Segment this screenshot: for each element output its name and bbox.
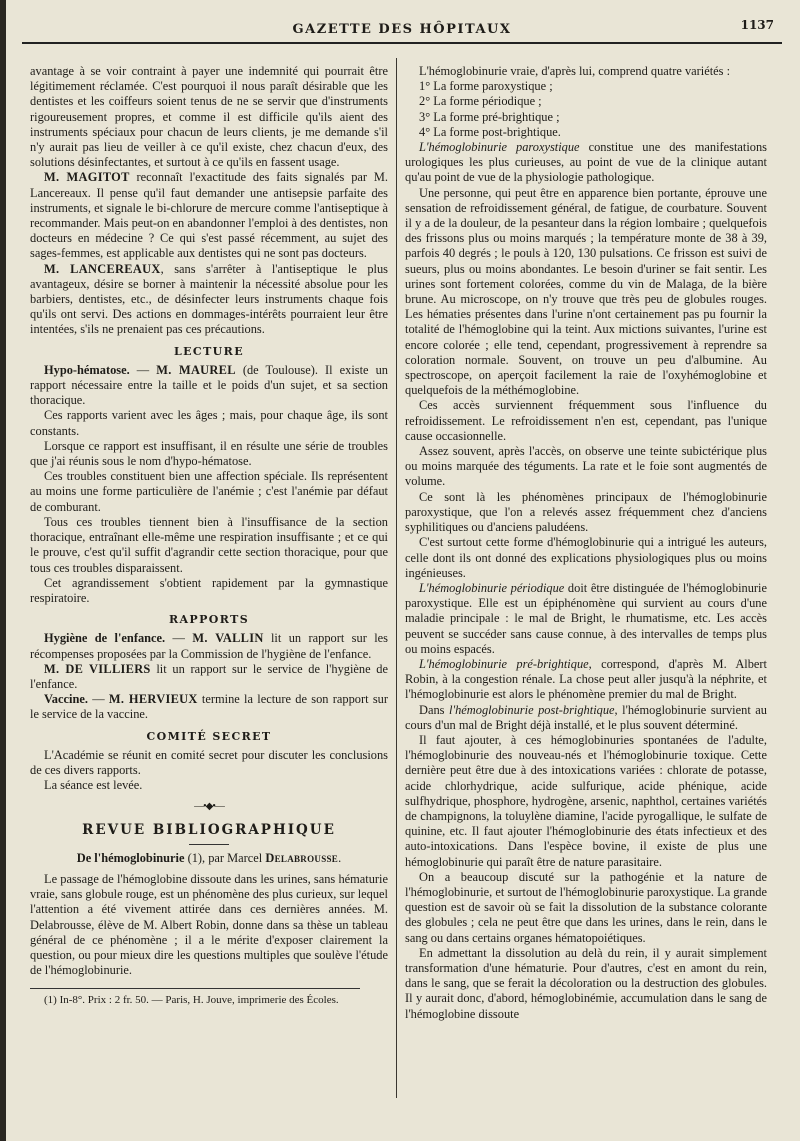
header-rule — [22, 42, 782, 44]
paragraph: L'hémoglobinurie vraie, d'après lui, comprend quatre variétés : — [419, 64, 731, 78]
speaker-name: M. DE VILLIERS — [44, 661, 151, 676]
paragraph: On a beaucoup discuté sur la pathogénie et la nature de l'hémoglobinurie, et surtout de l'hémoglobinurie paroxystique. La grande question est de savoir où se fait la dissolution de la substance colorante des globules ; cela ne peut être que dans les urines, dans le rein, dans le sang ou dans certains organes hématopoiétiques. — [405, 869, 767, 945]
variety-list — [405, 79, 767, 140]
section-heading-lecture: LECTURE — [174, 344, 244, 358]
list-item: 2° La forme périodique ; — [419, 94, 542, 109]
paragraph: L'hémoglobinurie périodique doit être distinguée de l'hémoglobinurie paroxystique. Elle est un épiphénomène qui survient au cours d'une maladie principale : le mal de Bright, le rhumatisme, etc. Les accès peuvent se succéder sans cause connue, à des intervalles de temps plus ou moins espacés. — [405, 580, 767, 656]
list-item: 3° La forme pré-brightique ; — [419, 109, 560, 124]
paragraph: M. MAGITOT reconnaît l'exactitude des faits signalés par M. Lancereaux. Il pense qu'il faut demander une antisepsie parfaite des instruments, et signale le bi-chlorure de mercure comme l'antiseptique à recommander. Mais peut-on en abandonner l'emploi à des dentistes, non docteurs en médecine ? Ce qui s'est passé récemment, au sujet des sages-femmes, est applicable aux dentistes qui ne sont pas docteurs. — [30, 170, 388, 261]
section-heading-revue: REVUE BIBLIOGRAPHIQUE — [82, 821, 336, 838]
ornament-divider: —•◆•— — [194, 801, 224, 813]
footnote: (1) In-8°. Prix : 2 fr. 50. — Paris, H. Jouve, imprimerie des Écoles. — [44, 994, 339, 1007]
paragraph: Hygiène de l'enfance. — M. VALLIN lit un rapport sur les récompenses proposées par la Commission de l'hygiène de l'enfance. — [30, 631, 388, 661]
book-title: De l'hémoglobinurie — [76, 850, 185, 865]
page-edge-shadow — [0, 0, 6, 1141]
topic-title: Hygiène de l'enfance. — [44, 631, 166, 646]
left-column — [30, 64, 388, 1133]
topic-title: Vaccine. — [44, 692, 88, 707]
paragraph: Ces troubles constituent bien une affection spéciale. Ils représentent au moins une forme particulière de l'anémie ; c'est l'anémie par défaut de comburant. — [30, 469, 388, 514]
paragraph: Lorsque ce rapport est insuffisant, il en résulte une série de troubles que j'ai réunis sous le nom d'hypo-hématose. — [30, 438, 388, 469]
italic-term: L'hémoglobinurie paroxystique — [419, 140, 580, 155]
list-item: 1° La forme paroxystique ; — [419, 79, 553, 94]
paragraph: avantage à se voir contraint à payer une indemnité qui pourrait être légitimement réclamée. C'est pourquoi il nous paraît désirable que les dentistes et les coiffeurs soient tenus de ne se servir que d'instruments rigoureusement propres, et comme il est difficile qu'ils aient des instruments spéciaux pour chacun de leurs clients, je me demande s'il n'y aurait pas lieu de veiller à ce qu'il existe, chez chacun d'eux, des solutions désinfectantes, et surtout à ce qu'ils en fassent usage. — [30, 64, 388, 170]
journal-title: GAZETTE DES HÔPITAUX — [292, 22, 512, 37]
section-heading-rapports: RAPPORTS — [168, 613, 250, 627]
speaker-name: M. MAGITOT — [44, 170, 130, 185]
page-header — [22, 16, 782, 44]
paragraph: Ces rapports varient avec les âges ; mais, pour chaque âge, ils sont constants. — [30, 408, 388, 438]
section-heading-comite: COMITÉ SECRET — [146, 729, 272, 743]
column-divider — [396, 58, 397, 1098]
paragraph: Il faut ajouter, à ces hémoglobinuries spontanées de l'adulte, l'hémoglobinurie des nouveau-nés et l'hémoglobinurie toxique. Cette dernière peut être due à des intoxications variées : chlorate de potasse, acide chlorhydrique, acide sulfurique, acide phénique, acide sulfhydrique, phosphore, hydrogène, arsenic, naphthol, certaines variétés de champignons, la toluylène diamine, l'acide pyrogallique, le sulfate de quinine, etc. Il faut ajouter l'hémoglobinurie des états infectieux et des auto-intoxications. Dans l'espèce bovine, il existe de plus une hémoglobinurie qui paraît être de nature parasitaire. — [405, 732, 767, 869]
italic-term: L'hémoglobinurie pré-brightique — [419, 656, 589, 671]
paragraph: Hypo-hématose. — M. MAUREL (de Toulouse). Il existe un rapport nécessaire entre la taille et le poids d'un sujet, et sa section thoracique. — [30, 362, 388, 408]
paragraph: L'hémoglobinurie pré-brightique, correspond, d'après M. Albert Robin, à la congestion rénale. La chose peut aller jusqu'à la néphrite, et l'hémoglobinurie est alors le phénomène premier du mal de Bright. — [405, 656, 767, 702]
paragraph: Tous ces troubles tiennent bien à l'insuffisance de la section thoracique, entraînant elle-même une respiration insuffisante ; et ce qui le prouve, c'est qu'il suffit d'agrandir cette section thoracique, pour que tous ces troubles disparaissent. — [30, 514, 388, 575]
topic-title: Hypo-hématose. — [44, 362, 130, 377]
speaker-name: M. HERVIEUX — [108, 692, 198, 707]
paragraph: L'hémoglobinurie paroxystique constitue une des manifestations urologiques les plus curieuses, au point de vue de la clinique autant qu'au point de vue de la physiologie pathologique. — [405, 140, 767, 185]
paragraph: M. DE VILLIERS lit un rapport sur le service de l'hygiène de l'enfance. — [30, 661, 388, 691]
paragraph: L'Académie se réunit en comité secret pour discuter les conclusions de ces divers rapports. — [30, 747, 388, 777]
book-heading: De l'hémoglobinurie (1), par Marcel Delabrousse. — [76, 850, 342, 865]
italic-term: L'hémoglobinurie périodique — [419, 580, 565, 595]
paragraph: En admettant la dissolution au delà du rein, il y aurait simplement transformation d'une hématurie. Pour d'autres, c'est en amont du rein, dans le sang, que se ferait la décoloration ou la destruction des globules. Il y aurait donc, d'abord, hémoglobinémie, accumulation dans le sang de l'hémoglobine dissoute — [405, 945, 767, 1021]
speaker-name: M. MAUREL — [156, 362, 236, 377]
paragraph: Dans l'hémoglobinurie post-brightique, l'hémoglobinurie survient au cours d'un mal de Bright déjà installé, et le plus souvent déterminé. — [405, 702, 767, 732]
italic-term: l'hémoglobinurie post-brightique — [449, 702, 615, 717]
footnote-rule — [30, 988, 360, 989]
paragraph: Le passage de l'hémoglobine dissoute dans les urines, sans hématurie vraie, sans globule rouge, est un phénomène des plus curieux, sur lequel l'attention a été vivement attirée dans ces dernières années. M. Delabrousse, élève de M. Albert Robin, donne dans sa thèse un tableau général de ce phénomène ; il a le mérite d'exposer clairement la question, ou pour mieux dire les questions multiples que soulève l'étude de l'hémoglobinurie. — [30, 871, 388, 978]
paragraph: Cet agrandissement s'obtient rapidement par la gymnastique respiratoire. — [30, 575, 388, 605]
right-column — [405, 64, 767, 1133]
paragraph: Ce sont là les phénomènes principaux de l'hémoglobinurie paroxystique, que l'on a relevés assez fréquemment chez d'anciens syphilitiques ou d'anciens paludéens. — [405, 489, 767, 535]
paragraph: Assez souvent, après l'accès, on observe une teinte subictérique plus ou moins marquée des téguments. La rate et le foie sont augmentés de volume. — [405, 444, 767, 489]
paragraph: Une personne, qui peut être en apparence bien portante, éprouve une sensation de refroidissement général, de fatigue, de courbature. Souvent il y a de la douleur, de la pesanteur dans la région lombaire ; quelquefois des frissons plus ou moins marqués ; la température monte de 38 à 39, parfois 40 degrés ; le pouls à 120, 130 pulsations. Ce frisson est suivi de sueurs, plus ou moins abondantes. Le besoin d'uriner se fait sentir. Les urines sont fortement colorées, comme du vin de Malaga, de la bière brune. Au microscope, on n'y trouve que très peu de globules rouges. Les hématies présentes dans l'urine n'ont certainement pas pu fournir la totalité de l'hémoglobine qui la teint. Aux mictions suivantes, l'urine est encore colorée ; elle tend, cependant, progressivement à reprendre sa coloration normale. Souvent, on trouve un peu d'albumine. Au spectroscope, on aperçoit facilement la raie de l'oxyhémoglobine et quelquefois de la méthémoglobine. — [405, 185, 767, 398]
paragraph: C'est surtout cette forme d'hémoglobinurie qui a intrigué les auteurs, celle dont ils ont donné des explications physiologiques plus ou moins ingénieuses. — [405, 535, 767, 580]
speaker-name: M. LANCEREAUX — [44, 261, 161, 276]
book-author: Delabrousse — [265, 850, 339, 865]
speaker-name: M. VALLIN — [192, 631, 264, 646]
paragraph: La séance est levée. — [44, 778, 143, 793]
page-number: 1137 — [740, 18, 774, 32]
paragraph: M. LANCEREAUX, sans s'arrêter à l'antiseptique le plus avantageux, désire se borner à maintenir la nécessité absolue pour les barbiers, dentistes, etc., de désinfecter leurs instruments chaque fois qu'ils ont servi. Des actions en dommages-intérêts pourraient leur être intentées, s'ils ne prenaient pas ces précautions. — [30, 261, 388, 337]
list-item: 4° La forme post-brightique. — [419, 124, 561, 139]
paragraph: Vaccine. — M. HERVIEUX termine la lecture de son rapport sur le service de la vaccine. — [30, 692, 388, 722]
short-rule — [189, 844, 229, 845]
paragraph: Ces accès surviennent fréquemment sous l'influence du refroidissement. Le refroidissement n'en est, cependant, pas l'unique cause occasionnelle. — [405, 398, 767, 443]
